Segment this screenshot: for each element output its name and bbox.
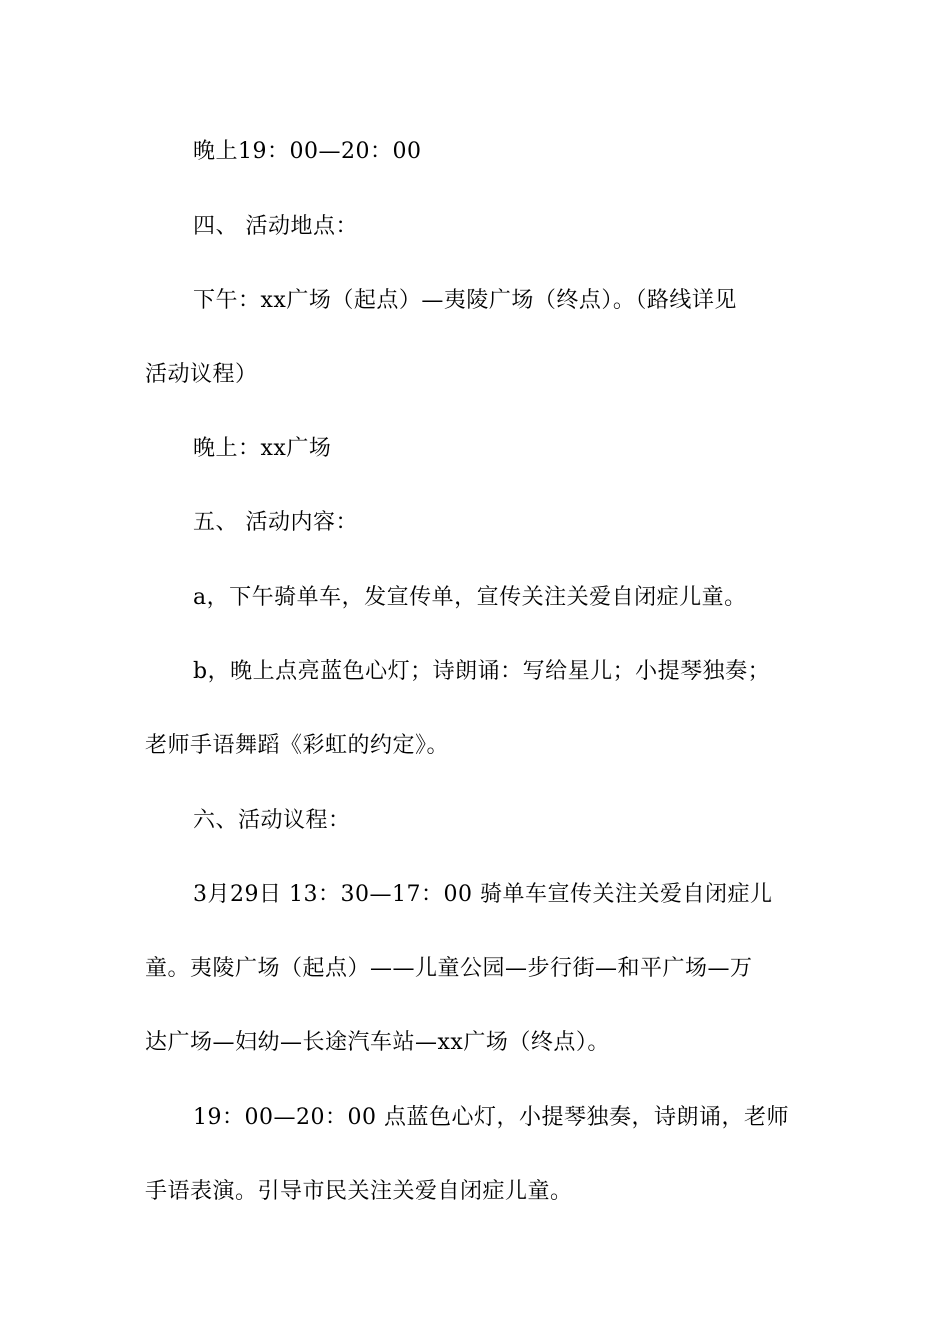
agenda-item-evening-continued: 手语表演。引导市民关注关爱自闭症儿童。: [145, 1179, 573, 1204]
agenda-item-afternoon-route-end: 达广场—妇幼—长途汽车站—xx广场（终点）。: [145, 1030, 610, 1055]
agenda-item-evening: 19：00—20：00 点蓝色心灯，小提琴独奏，诗朗诵，老师: [193, 1105, 789, 1130]
afternoon-location-line: 下午：xx广场（起点）—夷陵广场（终点）。（路线详见: [193, 288, 737, 313]
section-heading-agenda: 六、活动议程：: [193, 808, 351, 833]
content-item-b: b，晚上点亮蓝色心灯；诗朗诵：写给星儿；小提琴独奏；: [193, 659, 771, 684]
afternoon-location-line-continued: 活动议程）: [145, 362, 258, 387]
content-item-b-continued: 老师手语舞蹈《彩虹的约定》。: [145, 733, 450, 758]
content-item-a: a，下午骑单车，发宣传单，宣传关注关爱自闭症儿童。: [193, 585, 747, 610]
evening-time-line: 晚上19：00—20：00: [193, 139, 422, 164]
agenda-item-afternoon-route: 童。夷陵广场（起点）——儿童公园—步行街—和平广场—万: [145, 956, 753, 981]
agenda-item-afternoon: 3月29日 13：30—17：00 骑单车宣传关注关爱自闭症儿: [193, 882, 773, 907]
section-heading-location: 四、 活动地点：: [193, 214, 358, 239]
section-heading-content: 五、 活动内容：: [193, 510, 358, 535]
evening-location-line: 晚上：xx广场: [193, 436, 332, 461]
